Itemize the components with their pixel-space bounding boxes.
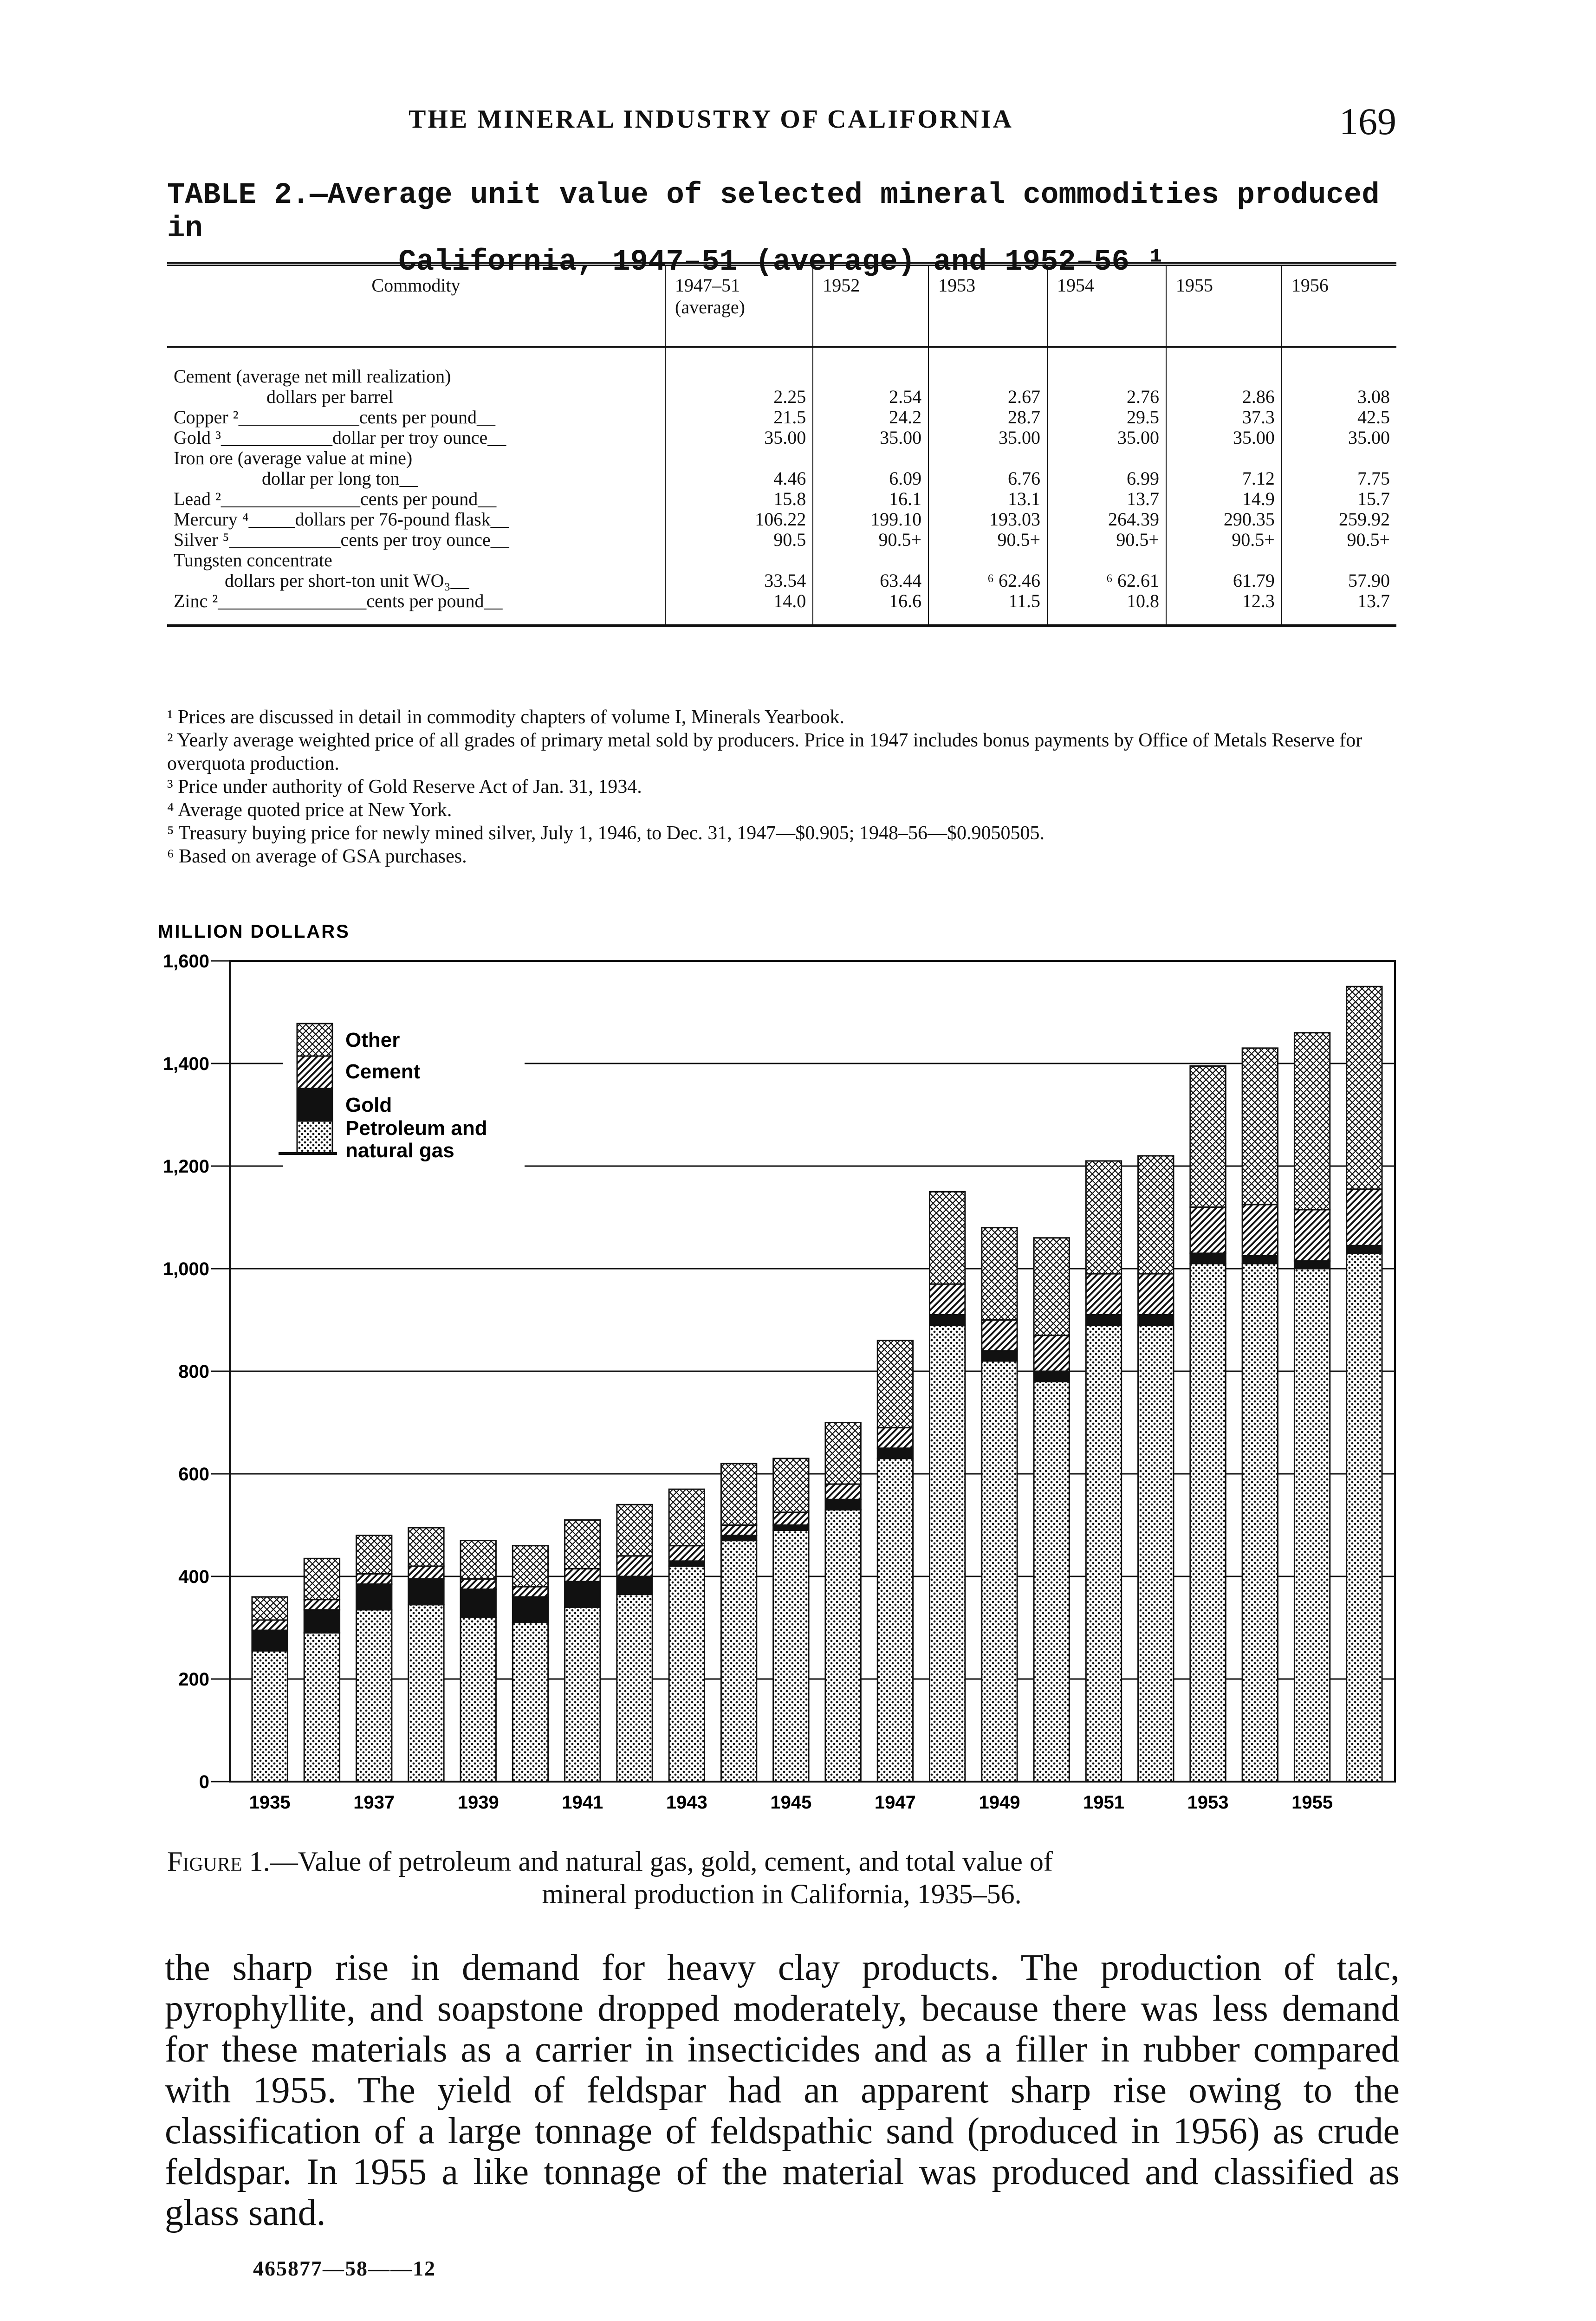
bar-segment <box>409 1605 444 1782</box>
table-cell: 6.99 <box>1047 468 1166 489</box>
x-tick-label: 1953 <box>1187 1792 1229 1813</box>
table-cell: 90.5+ <box>1047 530 1166 550</box>
legend-swatch <box>297 1024 332 1056</box>
chart-svg <box>153 924 1416 1843</box>
legend-swatch <box>297 1089 332 1121</box>
bar-segment <box>617 1595 652 1782</box>
x-tick-label: 1951 <box>1083 1792 1124 1813</box>
table-header-cell: 1955 <box>1166 264 1282 347</box>
table-row <box>167 448 1396 468</box>
footnote: ³ Price under authority of Gold Reserve Act of Jan. 31, 1934. <box>167 776 642 797</box>
table-body <box>167 347 1396 626</box>
table-cell <box>1282 347 1396 387</box>
bar-segment <box>1347 1189 1382 1246</box>
table-row <box>167 550 1396 571</box>
table-row <box>167 509 1396 530</box>
footnote: ² Yearly average weighted price of all grades of primary metal sold by producers. Price in 1947 includes bonus payments by Office of Metals Reserve for overquota production. <box>167 730 1362 774</box>
y-tick-label: 1,200 <box>162 1156 209 1177</box>
bar-segment <box>825 1484 861 1499</box>
bar-segment <box>877 1459 913 1782</box>
bar-segment <box>513 1622 548 1782</box>
table-cell: 35.00 <box>1282 428 1396 448</box>
table-header-cell: 1952 <box>813 264 928 347</box>
bar-segment <box>1138 1315 1174 1325</box>
table-cell: 6.09 <box>813 468 928 489</box>
bar-segment <box>304 1600 339 1610</box>
bar-segment <box>982 1228 1017 1320</box>
bar-segment <box>669 1561 704 1566</box>
y-tick-label: 1,600 <box>162 951 209 972</box>
bar-segment <box>721 1464 756 1525</box>
bar-segment <box>357 1584 392 1610</box>
bar-segment <box>1086 1161 1121 1274</box>
table-cell: 37.3 <box>1166 407 1282 428</box>
table-row <box>167 428 1396 448</box>
y-tick-label: 800 <box>178 1361 209 1382</box>
commodity-name: Zinc ²________________cents per pound__ <box>167 591 665 626</box>
bar-segment <box>1190 1264 1226 1782</box>
commodity-name: Iron ore (average value at mine) <box>174 447 413 468</box>
table-cell: 35.00 <box>928 428 1047 448</box>
table-cell <box>813 550 928 571</box>
bar-segment <box>1034 1238 1069 1336</box>
table-cell: 63.44 <box>813 571 928 591</box>
x-tick-label: 1941 <box>562 1792 603 1813</box>
mineral-value-chart <box>153 924 1416 1843</box>
table-row <box>167 468 1396 489</box>
commodity-name: dollars per barrel <box>174 386 394 407</box>
commodity-name: Mercury ⁴_____dollars per 76-pound flask__ <box>174 509 509 530</box>
table-header-cell: 1947–51 (average) <box>665 264 813 347</box>
x-tick-label: 1955 <box>1291 1792 1333 1813</box>
table-cell <box>928 448 1047 468</box>
table-cell: 290.35 <box>1166 509 1282 530</box>
table-cell: 28.7 <box>928 407 1047 428</box>
bar-segment <box>1190 1207 1226 1253</box>
legend-label: Gold <box>345 1094 392 1116</box>
bar-segment <box>1034 1371 1069 1381</box>
bar-segment <box>252 1620 287 1630</box>
x-tick-label: 1945 <box>770 1792 812 1813</box>
x-tick-label: 1947 <box>874 1792 916 1813</box>
y-tick-label: 400 <box>178 1567 209 1587</box>
commodity-name: Copper ²_____________cents per pound__ <box>174 407 496 428</box>
table-cell: 42.5 <box>1282 407 1396 428</box>
table-cell: 13.1 <box>928 489 1047 509</box>
bar-segment <box>1034 1381 1069 1782</box>
bar-segment <box>461 1541 496 1579</box>
table-row <box>167 407 1396 428</box>
footnote: ¹ Prices are discussed in detail in commodity chapters of volume I, Minerals Yearbook. <box>167 707 844 728</box>
bar-segment <box>1347 1245 1382 1253</box>
table-row <box>167 489 1396 509</box>
table-cell: 15.8 <box>665 489 813 509</box>
bar-segment <box>617 1576 652 1595</box>
table-cell: 33.54 <box>665 571 813 591</box>
table-cell: 29.5 <box>1047 407 1166 428</box>
table-cell: 35.00 <box>1166 428 1282 448</box>
table-cell: 16.1 <box>813 489 928 509</box>
table-row <box>167 347 1396 387</box>
bar-segment <box>1086 1315 1121 1325</box>
table-cell: 7.12 <box>1166 468 1282 489</box>
table-cell: 2.86 <box>1166 387 1282 407</box>
bar-segment <box>1294 1033 1330 1210</box>
bar-segment <box>461 1579 496 1589</box>
bar-segment <box>773 1525 809 1530</box>
table-cell: 7.75 <box>1282 468 1396 489</box>
table-cell: 90.5 <box>665 530 813 550</box>
footnote: ⁴ Average quoted price at New York. <box>167 799 452 821</box>
table-cell: 2.67 <box>928 387 1047 407</box>
bar-segment <box>409 1566 444 1579</box>
table-cell <box>928 347 1047 387</box>
table-row <box>167 387 1396 407</box>
table-cell: ⁶ 62.61 <box>1047 571 1166 591</box>
bar-segment <box>1086 1274 1121 1315</box>
footnote: ⁵ Treasury buying price for newly mined silver, July 1, 1946, to Dec. 31, 1947—$0.905; 1948–56—$0.9050505. <box>167 823 1045 844</box>
bar-segment <box>1190 1066 1226 1207</box>
bar-segment <box>773 1530 809 1782</box>
bar-segment <box>1242 1256 1278 1264</box>
bar-segment <box>721 1541 756 1782</box>
table-cell: 6.76 <box>928 468 1047 489</box>
running-title: THE MINERAL INDUSTRY OF CALIFORNIA <box>409 105 1013 134</box>
bar-segment <box>617 1504 652 1556</box>
bar-segment <box>669 1489 704 1546</box>
y-tick-label: 200 <box>178 1669 209 1690</box>
table-cell: 90.5+ <box>1282 530 1396 550</box>
table-header-cell: 1956 <box>1282 264 1396 347</box>
commodity-name: dollars per short-ton unit WO₃__ <box>174 570 469 591</box>
table-header-cell: 1953 <box>928 264 1047 347</box>
bar-segment <box>930 1325 965 1782</box>
table-cell: 16.6 <box>813 591 928 626</box>
bar-segment <box>773 1459 809 1512</box>
table-cell <box>813 448 928 468</box>
page-number: 169 <box>1339 100 1396 143</box>
table-caption-line1: TABLE 2.—Average unit value of selected mineral commodities produced in <box>167 179 1380 246</box>
table-row <box>167 591 1396 626</box>
bar-segment <box>982 1320 1017 1351</box>
commodity-value-table <box>167 262 1396 627</box>
table-caption-line2: California, 1947–51 (average) and 1952–56 ¹ <box>398 246 1165 279</box>
bar-segment <box>513 1597 548 1622</box>
table-header-commodity: Commodity <box>167 264 665 347</box>
table-cell: 35.00 <box>813 428 928 448</box>
table-cell: 264.39 <box>1047 509 1166 530</box>
x-tick-label: 1939 <box>457 1792 499 1813</box>
footnote: ⁶ Based on average of GSA purchases. <box>167 846 467 867</box>
legend-label: Petroleum and natural gas <box>345 1117 487 1162</box>
table-cell <box>1282 550 1396 571</box>
figure-caption-line2: mineral production in California, 1935–56. <box>542 1879 1022 1909</box>
table-cell <box>928 550 1047 571</box>
y-tick-label: 1,000 <box>162 1259 209 1279</box>
bar-segment <box>825 1423 861 1485</box>
table-cell <box>1047 347 1166 387</box>
y-tick-label: 1,400 <box>162 1054 209 1074</box>
bar-segment <box>1347 1253 1382 1782</box>
table-cell <box>1166 448 1282 468</box>
table-header-row <box>167 264 1396 347</box>
table-cell: 13.7 <box>1047 489 1166 509</box>
bar-segment <box>877 1448 913 1459</box>
table-cell: 90.5+ <box>813 530 928 550</box>
table-cell: 21.5 <box>665 407 813 428</box>
figure-caption-line1: —Value of petroleum and natural gas, gold, cement, and total value of <box>270 1846 1053 1877</box>
commodity-name: dollar per long ton__ <box>174 468 418 489</box>
bar-segment <box>565 1582 600 1607</box>
bar-segment <box>1242 1048 1278 1205</box>
x-tick-label: 1949 <box>979 1792 1020 1813</box>
table-row <box>167 530 1396 550</box>
bar-segment <box>409 1528 444 1566</box>
bar-segment <box>304 1633 339 1782</box>
bar-segment <box>1347 986 1382 1189</box>
table-cell: 14.0 <box>665 591 813 626</box>
table-cell: 13.7 <box>1282 591 1396 626</box>
x-tick-label: 1935 <box>249 1792 291 1813</box>
bar-segment <box>982 1361 1017 1782</box>
bar-segment <box>1190 1253 1226 1264</box>
table-cell: 57.90 <box>1282 571 1396 591</box>
table-cell: 15.7 <box>1282 489 1396 509</box>
table-cell: 106.22 <box>665 509 813 530</box>
table-cell <box>665 550 813 571</box>
table-cell: 2.76 <box>1047 387 1166 407</box>
table-cell: ⁶ 62.46 <box>928 571 1047 591</box>
figure-label: Figure 1. <box>167 1846 270 1877</box>
y-tick-label: 0 <box>199 1772 209 1792</box>
table-cell: 90.5+ <box>928 530 1047 550</box>
table-cell: 12.3 <box>1166 591 1282 626</box>
bar-segment <box>1086 1325 1121 1782</box>
running-head <box>167 100 1396 142</box>
bar-segment <box>565 1569 600 1582</box>
bar-segment <box>1034 1336 1069 1371</box>
bar-segment <box>721 1536 756 1541</box>
table-cell: 3.08 <box>1282 387 1396 407</box>
bar-segment <box>565 1520 600 1569</box>
table-cell: 14.9 <box>1166 489 1282 509</box>
legend-swatch <box>297 1121 332 1154</box>
table-cell: 61.79 <box>1166 571 1282 591</box>
printer-mark: 465877—58——12 <box>253 2256 436 2280</box>
table-cell <box>813 347 928 387</box>
bar-segment <box>252 1597 287 1620</box>
legend-swatch <box>297 1056 332 1089</box>
bar-segment <box>304 1610 339 1633</box>
table-cell <box>665 347 813 387</box>
legend-label: Cement <box>345 1060 421 1083</box>
bar-segment <box>357 1536 392 1574</box>
bar-segment <box>409 1579 444 1605</box>
bar-segment <box>1294 1210 1330 1261</box>
table-cell: 90.5+ <box>1166 530 1282 550</box>
table-header-cell: 1954 <box>1047 264 1166 347</box>
bar-segment <box>617 1556 652 1576</box>
table-cell: 259.92 <box>1282 509 1396 530</box>
table-cell: 11.5 <box>928 591 1047 626</box>
x-tick-label: 1943 <box>666 1792 707 1813</box>
table-cell: 199.10 <box>813 509 928 530</box>
bar-segment <box>669 1546 704 1561</box>
table-footnotes <box>167 706 1396 868</box>
table-cell <box>1166 550 1282 571</box>
bar-segment <box>513 1546 548 1587</box>
bar-segment <box>930 1192 965 1284</box>
table-row <box>167 571 1396 591</box>
table-cell: 35.00 <box>665 428 813 448</box>
bar-segment <box>1294 1269 1330 1782</box>
figure-caption <box>167 1845 1396 1910</box>
commodity-name: Tungsten concentrate <box>174 550 332 571</box>
bar-segment <box>461 1589 496 1618</box>
table-cell: 24.2 <box>813 407 928 428</box>
bar-segment <box>1294 1261 1330 1269</box>
table-cell: 35.00 <box>1047 428 1166 448</box>
bar-segment <box>825 1499 861 1510</box>
table-cell: 2.54 <box>813 387 928 407</box>
table-cell <box>1047 550 1166 571</box>
y-axis-title: MILLION DOLLARS <box>158 924 350 942</box>
bar-segment <box>565 1607 600 1782</box>
bar-segment <box>1242 1264 1278 1782</box>
table-cell: 4.46 <box>665 468 813 489</box>
bar-segment <box>1138 1274 1174 1315</box>
bar-segment <box>982 1351 1017 1361</box>
commodity-name: Cement (average net mill realization) <box>174 366 451 387</box>
bar-segment <box>825 1510 861 1782</box>
commodity-name: Lead ²_______________cents per pound__ <box>174 488 497 509</box>
bar-segment <box>513 1587 548 1597</box>
table-cell: 10.8 <box>1047 591 1166 626</box>
bar-segment <box>357 1574 392 1584</box>
body-paragraph: the sharp rise in demand for heavy clay products. The production of talc, pyrophyllite, and soapstone dropped moderately, because there was less demand for these materials as a carrier in insecticides and as a filler in rubber compared with 1955. The yield of feldspar had an apparent sharp rise owing to the classification of a large tonnage of feldspathic sand (produced in 1956) as crude feldspar. In 1955 a like tonnage of the material was produced and classified as glass sand. <box>165 1947 1400 2233</box>
legend-label: Other <box>345 1029 400 1051</box>
commodity-name: Gold ³____________dollar per troy ounce__ <box>174 427 506 448</box>
bar-segment <box>930 1284 965 1315</box>
bar-segment <box>1242 1205 1278 1256</box>
table-cell <box>665 448 813 468</box>
bar-segment <box>1138 1156 1174 1274</box>
bar-segment <box>304 1558 339 1599</box>
bar-segment <box>721 1525 756 1536</box>
table-cell: 2.25 <box>665 387 813 407</box>
table-cell: 193.03 <box>928 509 1047 530</box>
y-tick-label: 600 <box>178 1464 209 1485</box>
commodity-name: Silver ⁵____________cents per troy ounce__ <box>174 529 509 550</box>
bar-segment <box>252 1651 287 1782</box>
table-cell <box>1282 448 1396 468</box>
table-cell <box>1166 347 1282 387</box>
bar-segment <box>1138 1325 1174 1782</box>
bar-segment <box>669 1566 704 1782</box>
bar-segment <box>461 1617 496 1782</box>
x-tick-label: 1937 <box>353 1792 395 1813</box>
bar-segment <box>357 1610 392 1782</box>
bar-segment <box>252 1630 287 1651</box>
table-cell <box>1047 448 1166 468</box>
bar-segment <box>773 1512 809 1525</box>
bar-segment <box>877 1341 913 1428</box>
bar-segment <box>930 1315 965 1325</box>
bar-segment <box>877 1428 913 1448</box>
body-text <box>165 1947 1400 2233</box>
